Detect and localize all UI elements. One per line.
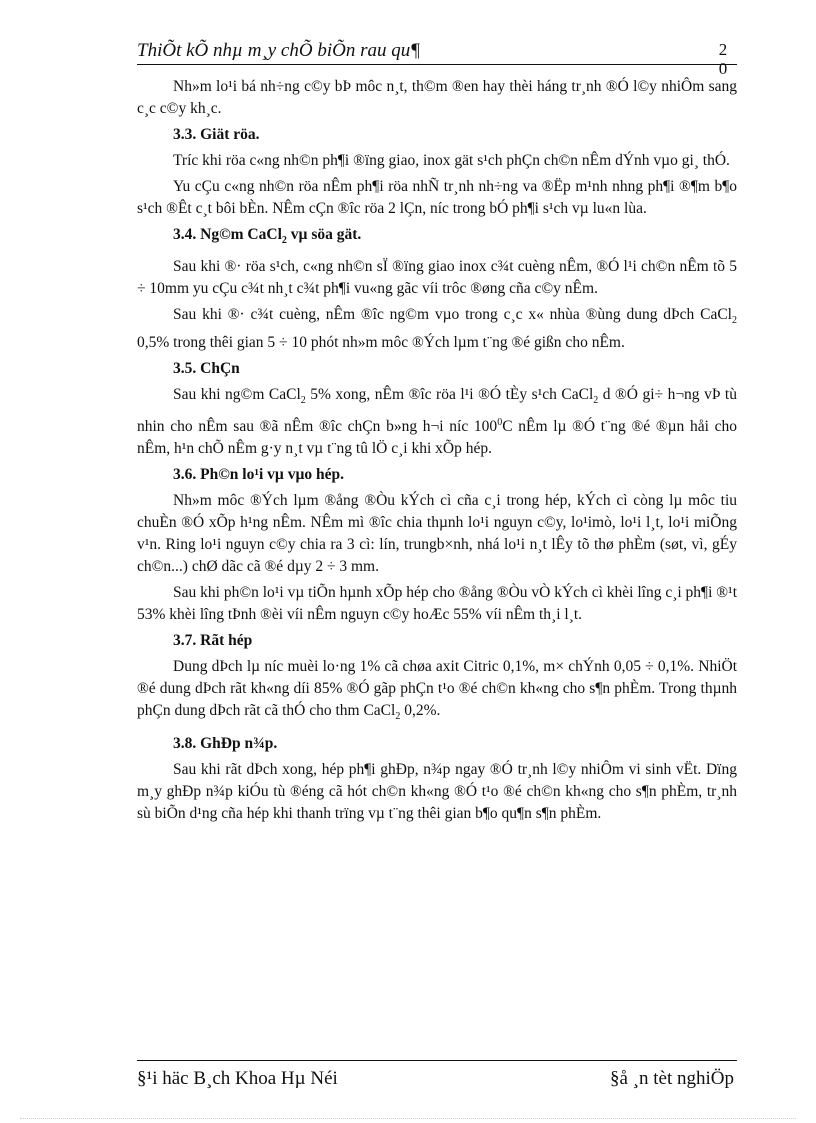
paragraph-3-4-b-part1: Sau khi ®· c¾t cuèng, nÊm ®îc ng©m vµo trong c¸c x« nhùa ®ùng dung dÞch CaCl: [173, 306, 732, 324]
page-number-top-digit: 2: [718, 40, 728, 59]
paragraph-3-6-a: Nh»m môc ®Ých lµm ®ång ®Òu kÝch cì cña c¸i trong hép, kÝch cì còng lµ môc tiu chuÈn ®Ó xÕp h¹ng nÊm. NÊm mì ®îc chia thµnh lo¹i nguyn c©y, lo¹imò, lo¹i l¸t, lo¹i miÕng v¹n. Ring lo¹i nguyn c©y chia ra 3 cì: lín, trungb×nh, nhá lo¹i n¸t lÊy tõ thø phÈm (søt, vì, gÉy ch©n...) chØ dãc cã ®é dµy 2 ÷ 3 mm.: [137, 492, 737, 576]
footer-university: §¹i häc B¸ch Khoa Hµ Néi: [137, 1068, 338, 1089]
paragraph-3-4-b: [137, 304, 737, 354]
header-rule: [137, 64, 737, 65]
paragraph-3-5-part3: d ®Ó gi÷ h¬ng vÞ tù nhin cho nÊm sau ®ã nÊm ®îc chÇn b»ng h¬i níc 100: [137, 386, 737, 436]
paragraph-intro: Nh»m lo¹i bá nh÷ng c©y bÞ môc n¸t, th©m ®en hay thèi háng tr¸nh ®Ó l©y nhiÔm sang c¸c c©y kh¸c.: [137, 78, 737, 117]
heading-3-4-tail: vµ söa gät.: [286, 226, 362, 243]
page-header-title: ThiÕt kÕ nhµ m¸y chÕ biÕn rau qu¶: [137, 40, 421, 61]
paragraph-3-4-b-subscript: 2: [732, 315, 737, 327]
paragraph-3-5-part4: C nÊm lµ ®Ó t¨ng ®é ®µn håi cho nÊm, h¹n chÕ nÊm g·y n¸t vµ t¨ng tû lÖ c¸i khi xÕp hép.: [137, 418, 738, 458]
paragraph-3-5-part2: 5% xong, nÊm ®îc röa l¹i ®Ó tÈy s¹ch CaCl: [305, 386, 594, 404]
page-number: [713, 40, 733, 78]
paragraph-3-3-b: Yu cÇu c«ng nh©n röa nÊm ph¶i röa nhÑ tr¸nh nh÷ng va ®Ëp m¹nh nhng ph¶i ®¶m b¶o s¹ch ®Êt c¸t bôi bÈn. NÊm cÇn ®îc röa 2 lÇn, níc trong bÓ ph¶i s¹ch vµ lu«n lùa.: [137, 178, 737, 217]
paragraph-3-4-b-part2: 0,5% trong thêi gian 5 ÷ 10 phót nh»m môc ®Ých lµm t¨ng ®é gißn cho nÊm.: [137, 334, 625, 352]
paragraph-3-4-a: Sau khi ®· röa s¹ch, c«ng nh©n sÏ ®ïng giao inox c¾t cuèng nÊm, ®Ó l¹i ch©n nÊm tõ 5 ÷ 10mm yu cÇu c¾t nh¸t c¾t ph¶i vu«ng gãc víi trôc ®øng cña c©y nÊm.: [137, 258, 737, 298]
heading-3-6: 3.6. Ph©n lo¹i vµ vµo hép.: [173, 466, 345, 484]
heading-3-3: 3.3. Giät röa.: [173, 126, 260, 143]
footer-thesis-label: §å ¸n tèt nghiÖp: [609, 1068, 734, 1089]
document-body: [137, 76, 737, 829]
paragraph-3-5-superscript: 0: [497, 417, 503, 429]
paragraph-3-5: [137, 384, 737, 460]
paragraph-3-6-b: Sau khi ph©n lo¹i vµ tiÕn hµnh xÕp hép cho ®ång ®Òu vÒ kÝch cì khèi lîng c¸i ph¶i ®¹t 53% khèi lîng tÞnh ®èi víi nÊm nguyn c©y hoÆc 55% víi nÊm th¸i l¸t.: [137, 584, 737, 624]
paragraph-3-7: [137, 656, 737, 728]
heading-3-4-subscript: 2: [281, 235, 287, 247]
page-number-bottom-digit: 0: [718, 59, 728, 78]
heading-3-8: 3.8. GhÐp n¾p.: [173, 734, 278, 752]
paragraph-3-8: Sau khi rãt dÞch xong, hép ph¶i ghÐp, n¾p ngay ®Ó tr¸nh l©y nhiÔm vi sinh vËt. Dïng m¸y ghÐp n¾p kiÓu tù ®éng cã hót ch©n kh«ng ®Ó t¹o ®é ch©n kh«ng cho s¶n phÈm, tr¸nh sù biÕn d¹ng cña hép khi thanh trïng vµ t¨ng thêi gian b¶o qu¶n s¶n phÈm.: [137, 760, 737, 822]
paragraph-3-5-part1: Sau khi ng©m CaCl: [173, 386, 301, 404]
paragraph-3-5-subscript2: 2: [593, 395, 599, 407]
page-bottom-dotted-line: [20, 1118, 796, 1119]
paragraph-3-7-part2: 0,2%.: [400, 702, 441, 720]
paragraph-3-7-subscript: 2: [395, 711, 401, 723]
paragraph-3-5-subscript1: 2: [300, 395, 306, 407]
heading-3-4-main: 3.4. Ng©m CaCl: [173, 226, 282, 243]
heading-3-5: 3.5. ChÇn: [173, 360, 240, 378]
heading-3-7: 3.7. Rãt hép: [173, 632, 253, 650]
paragraph-3-3-a: Tríc khi röa c«ng nh©n ph¶i ®ïng giao, inox gät s¹ch phÇn ch©n nÊm dÝnh vµo gi¸ thÓ.: [173, 152, 730, 169]
paragraph-3-7-part1: Dung dÞch lµ níc muèi lo·ng 1% cã chøa axit Citric 0,1%, m× chÝnh 0,05 ÷ 0,1%. NhiÖt ®é dung dÞch rãt kh«ng díi 85% ®Ó gãp phÇn t¹o ®é ch©n kh«ng cho s¶n phÈm. Trong thµnh phÇn dung dÞch rãt cã thÓ cho thm CaCl: [137, 658, 737, 720]
footer-rule: [137, 1060, 737, 1061]
heading-3-4: [173, 224, 737, 252]
